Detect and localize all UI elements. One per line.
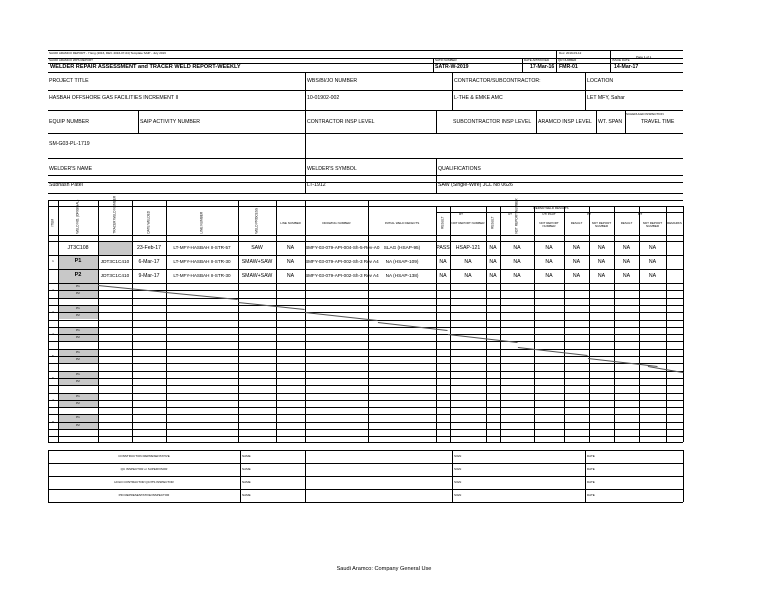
satr-value: SATR-W-2019 <box>435 64 469 70</box>
cell-rt-res: PASS <box>436 245 450 251</box>
header-col-rt-report: NDT REPORT NUMBER <box>451 221 485 225</box>
cell-rt-res: NA <box>439 259 447 265</box>
cell-rt-rep: NA <box>464 259 472 265</box>
cell-process: SMAW+SAW <box>241 259 273 265</box>
table-col-rule <box>683 206 684 442</box>
group-p2: P2 <box>76 313 80 318</box>
sig-col-rule <box>683 450 684 502</box>
cell-date: 6-Mar-17 <box>138 259 160 265</box>
cell-drawing: BMFY-03-079-API-002-Sh-3 Rev A4 <box>305 273 379 278</box>
sig-role: CONSTRUCTION REPRESENTATIVE <box>118 454 170 459</box>
strike-line <box>166 292 238 300</box>
table-row-rule <box>48 436 683 437</box>
cell-ut-res: NA <box>489 259 497 265</box>
cell-iso: NA <box>286 259 295 265</box>
table-row-rule <box>48 241 683 242</box>
table-row-rule <box>48 393 683 394</box>
cell-date: 23-Feb-17 <box>137 245 161 251</box>
cell-defects: SLAG (HSAP-95) <box>383 245 421 250</box>
sig-name-label: NAME <box>242 454 251 459</box>
cell-date: 9-Mar-17 <box>138 273 160 279</box>
header-col-remarks: REMARKS <box>667 221 682 225</box>
sig-role: QC INSPECTOR or SUPERVISOR <box>120 467 168 472</box>
header-col-tracer: TRACER WELD NUMBER <box>112 195 117 234</box>
cell-iso: NA <box>286 273 295 279</box>
header-col-drawing: DRAWING NUMBER <box>322 221 351 225</box>
subgroup-ut: UT <box>508 212 512 216</box>
cell-line: LT-MFY-HASBAH II-STR-30 <box>173 259 231 264</box>
group-p1: P1 <box>76 415 80 420</box>
cell-paut: NA <box>545 245 553 251</box>
header-col-ut-report: NDT REPORT NUMBER <box>514 198 519 234</box>
qr-label: QR NUMBER <box>558 58 577 62</box>
header-col-item: ITEM <box>50 218 55 227</box>
table-col-rule <box>132 200 133 442</box>
header-col-defects: INITIAL WELD DEFECTS <box>384 221 420 225</box>
table-col-rule <box>305 200 306 442</box>
cell-ut-res: NA <box>489 273 497 279</box>
table-row-rule <box>48 363 683 364</box>
header-col-mt-report: NDT REPORT NUMBER <box>642 221 663 228</box>
date-approved-value: 17-Mar-16 <box>530 64 555 70</box>
table-row-rule <box>48 298 683 299</box>
sig-role: PID REPRESENTATIVE/INSPECTOR <box>118 493 170 498</box>
report-sheet <box>48 50 683 500</box>
eqp-label: EQUIP NUMBER <box>49 119 89 125</box>
table-row-rule <box>48 349 683 350</box>
travel-small: SCHEDULED INSPECTION <box>626 112 664 116</box>
table-row-rule <box>48 407 683 408</box>
welder-symbol-label: WELDER'S SYMBOL <box>307 166 357 172</box>
table-row-rule <box>48 397 683 402</box>
cell-pt-res: NA <box>572 273 581 279</box>
table-row-rule <box>48 305 683 306</box>
subgroup-ut2: UT/ PAUT <box>542 212 556 216</box>
cell-weld: JT3C108 <box>67 245 89 251</box>
sig-name-label: NAME <box>242 493 251 498</box>
table-row-rule <box>48 341 683 342</box>
cell-weld: P1 <box>74 258 82 264</box>
cell-pt-rep: NA <box>597 273 606 279</box>
header-col-rt-result: RESULT <box>440 216 445 229</box>
table-row-rule <box>48 371 683 372</box>
table-row-rule <box>48 414 683 415</box>
group-p2: P2 <box>76 400 80 405</box>
group-item-number: 6 <box>52 375 54 380</box>
welder-name-value: Subhash Patel <box>49 182 83 188</box>
table-row-rule <box>48 334 683 335</box>
cell-tracer: JDT3C1C410 <box>100 273 130 278</box>
location-value: LET MFY, Sahar <box>587 95 625 101</box>
cell-ut-rep: NA <box>513 259 521 265</box>
group-p1: P1 <box>76 305 80 310</box>
sig-date-label: DATE <box>587 454 595 459</box>
cell-mt-rep: NA <box>648 259 657 265</box>
cell-line: LT-MFY-HASBAH II-STR-57 <box>173 245 231 250</box>
strike-line <box>238 302 305 310</box>
table-row-rule <box>48 255 683 256</box>
rule <box>48 50 683 51</box>
table-col-rule <box>48 200 49 442</box>
cell-ut-rep: NA <box>513 245 521 251</box>
subgroup-pt: PT <box>587 212 591 216</box>
sig-sign-label: SIGN <box>454 493 462 498</box>
header-col-iso: LINE NUMBER <box>280 221 301 225</box>
cell-drawing: BMFY-03-079-API-002-Sh-3 Rev A4 <box>305 259 379 264</box>
table-col-rule <box>166 200 167 442</box>
group-p2: P2 <box>76 357 80 361</box>
table-row-rule <box>48 385 683 386</box>
cell-process: SAW <box>251 245 263 251</box>
contractor-value: L-THE & EMKE AMC <box>454 95 503 101</box>
sig-rule <box>48 450 683 451</box>
cell-pt-res: NA <box>572 259 581 265</box>
group-p2: P2 <box>76 378 80 383</box>
footer-classification: Saudi Aramco: Company General Use <box>336 566 432 572</box>
sig-rule <box>48 476 683 477</box>
cell-item: 1 <box>52 259 54 263</box>
group-item-number: 2 <box>52 288 54 293</box>
cell-pt-rep: NA <box>597 259 606 265</box>
issue-label: ISSUE DATE <box>612 58 630 62</box>
qr-value: FMR-01 <box>559 64 578 70</box>
table-col-rule <box>276 200 277 442</box>
group-p2: P2 <box>76 335 80 340</box>
header-col-ut-result: RESULT <box>490 216 495 229</box>
sig-sign-label: SIGN <box>454 467 462 472</box>
subgroup-rt: RT <box>459 212 463 216</box>
sig-rule <box>48 489 683 490</box>
table-row-rule <box>48 419 683 424</box>
header-small-line-1: SAUDI ARAMCO REPORT - 7 Eng (2016, REV. 2016-07-04) Template SAIP - July 2016 <box>49 51 166 55</box>
cell-process: SMAW+SAW <box>241 273 273 279</box>
cell-mt-rep: NA <box>648 245 657 251</box>
sig-rule <box>48 463 683 464</box>
cell-pt-res: NA <box>572 245 581 251</box>
sig-sign-label: SIGN <box>454 480 462 485</box>
cell-rt-rep: HSAP-121 <box>455 245 481 251</box>
group-item-number: 8 <box>52 419 54 424</box>
satr-label: SATR NUMBER <box>435 58 457 62</box>
header-col-process: WELD PROCESS <box>254 207 259 234</box>
table-col-rule <box>238 200 239 442</box>
sig-date-label: DATE <box>587 480 595 485</box>
wbs-label: WBS/BI/JO NUMBER <box>307 78 358 84</box>
table-row-rule <box>48 269 683 270</box>
group-p1: P1 <box>76 327 80 332</box>
group-item-number: 5 <box>52 354 54 358</box>
cell-weld: P2 <box>74 272 82 278</box>
group-header: REPAIR WELD RESULTS <box>533 206 569 210</box>
cell-mt-res: NA <box>622 245 631 251</box>
cell-iso: NA <box>286 245 295 251</box>
group-p1: P1 <box>76 393 80 398</box>
group-p1: P1 <box>76 349 80 354</box>
header-col-paut-report: NDT REPORT NUMBER <box>539 221 559 228</box>
group-p1: P1 <box>76 284 80 288</box>
sig-date-label: DATE <box>587 467 595 472</box>
header-col-weld-no: WELD NO. (ORIGINAL) <box>75 199 80 234</box>
tracer-cell-shaded <box>99 242 132 255</box>
issue-value: 14-Mar-17 <box>614 64 639 70</box>
sig-date-label: DATE <box>587 493 595 498</box>
header-col-pt-result: RESULT <box>570 221 583 225</box>
table-col-rule <box>368 200 369 442</box>
wbs-value: 10-01902-002 <box>307 95 340 101</box>
subgroup-mt: MT <box>637 212 643 216</box>
cell-mt-rep: NA <box>648 273 657 279</box>
sig-col-rule <box>240 450 241 502</box>
header-col-mt-result: RESULT <box>620 221 633 225</box>
group-item-number: 3 <box>52 310 54 315</box>
cell-rt-rep: NA <box>464 273 472 279</box>
cell-line: LT-MFY-HASBAH II-STR-30 <box>173 273 231 278</box>
activity-label: SAIP ACTIVITY NUMBER <box>140 119 201 125</box>
cell-drawing: BMFY-03-079-API-004-Sh-5-Rev-A0 <box>305 245 380 250</box>
sig-col-rule <box>585 450 586 502</box>
header-col-date: DATE WELDED <box>146 210 151 234</box>
group-p2: P2 <box>76 422 80 427</box>
header-col-line: LINE NUMBER <box>199 211 204 234</box>
table-col-rule <box>98 200 99 442</box>
group-p2: P2 <box>76 291 80 296</box>
cell-mt-res: NA <box>622 273 631 279</box>
eqp-value: SM-G03-PL-1719 <box>49 141 90 147</box>
sig-rule <box>48 502 683 503</box>
table-row-rule <box>48 327 683 328</box>
header-small-line-2: SAUDI ARAMCO WPS REPORT <box>49 58 93 62</box>
table-row-rule <box>48 429 683 430</box>
cell-tracer: JDT3C1C410 <box>100 259 130 264</box>
qualifications-label: QUALIFICATIONS <box>438 166 481 172</box>
welder-name-label: WELDER'S NAME <box>49 166 93 172</box>
project-title-label: PROJECT TITLE <box>49 78 89 84</box>
wt-span-label: WT. SPAN <box>598 119 623 125</box>
project-title-value: HASBAH OFFSHORE GAS FACILITIES INCREMENT II <box>49 95 179 101</box>
group-item-number: 7 <box>52 397 54 402</box>
date-approved-label: DATE APPROVED <box>524 58 550 62</box>
report-title: WELDER REPAIR ASSESSMENT and TRACER WELD REPORT-WEEKLY <box>50 64 241 70</box>
table-row-rule <box>48 356 683 357</box>
contractor-insp-label: CONTRACTOR INSP LEVEL <box>307 119 375 125</box>
group-p1: P1 <box>76 371 80 376</box>
sig-col-rule <box>305 450 306 502</box>
aramco-insp-label: ARAMCO INSP LEVEL <box>538 119 592 125</box>
cell-defects: NA (HSAP-109) <box>385 259 419 264</box>
cell-rt-res: NA <box>439 273 447 279</box>
table-row-rule <box>48 283 683 284</box>
table-row-rule <box>48 442 683 443</box>
cell-pt-rep: NA <box>597 245 606 251</box>
sig-role: HOLD CONTRACTOR QC/ITS INSPECTOR <box>114 480 174 485</box>
sig-sign-label: SIGN <box>454 454 462 459</box>
welder-symbol-value: LT-1912 <box>307 182 326 188</box>
header-doc-small: Doc: 2019-03-12 <box>559 51 582 55</box>
header-page-of: Page 1 of 1 <box>636 55 652 59</box>
location-label: LOCATION <box>587 78 614 84</box>
table-row-rule <box>48 312 683 313</box>
qualifications-value: SAW (Single-Wire) JCL No 0626 <box>438 182 513 188</box>
travel-time-label: TRAVEL TIME <box>641 119 675 125</box>
sig-col-rule <box>452 450 453 502</box>
cell-ut-rep: NA <box>513 273 521 279</box>
sig-name-label: NAME <box>242 467 251 472</box>
cell-defects: NA (HSAP-138) <box>385 273 419 278</box>
cell-paut: NA <box>545 273 553 279</box>
contractor-label: CONTRACTOR/SUBCONTRACTOR: <box>454 78 541 84</box>
table-row-rule <box>48 375 683 380</box>
sig-name-label: NAME <box>242 480 251 485</box>
cell-mt-res: NA <box>622 259 631 265</box>
subcontractor-insp-label: SUBCONTRACTOR INSP LEVEL <box>453 119 532 125</box>
header-col-pt-report: NDT REPORT NUMBER <box>591 221 612 228</box>
group-item-number: 4 <box>52 332 54 337</box>
cell-paut: NA <box>545 259 553 265</box>
cell-ut-res: NA <box>489 245 497 251</box>
